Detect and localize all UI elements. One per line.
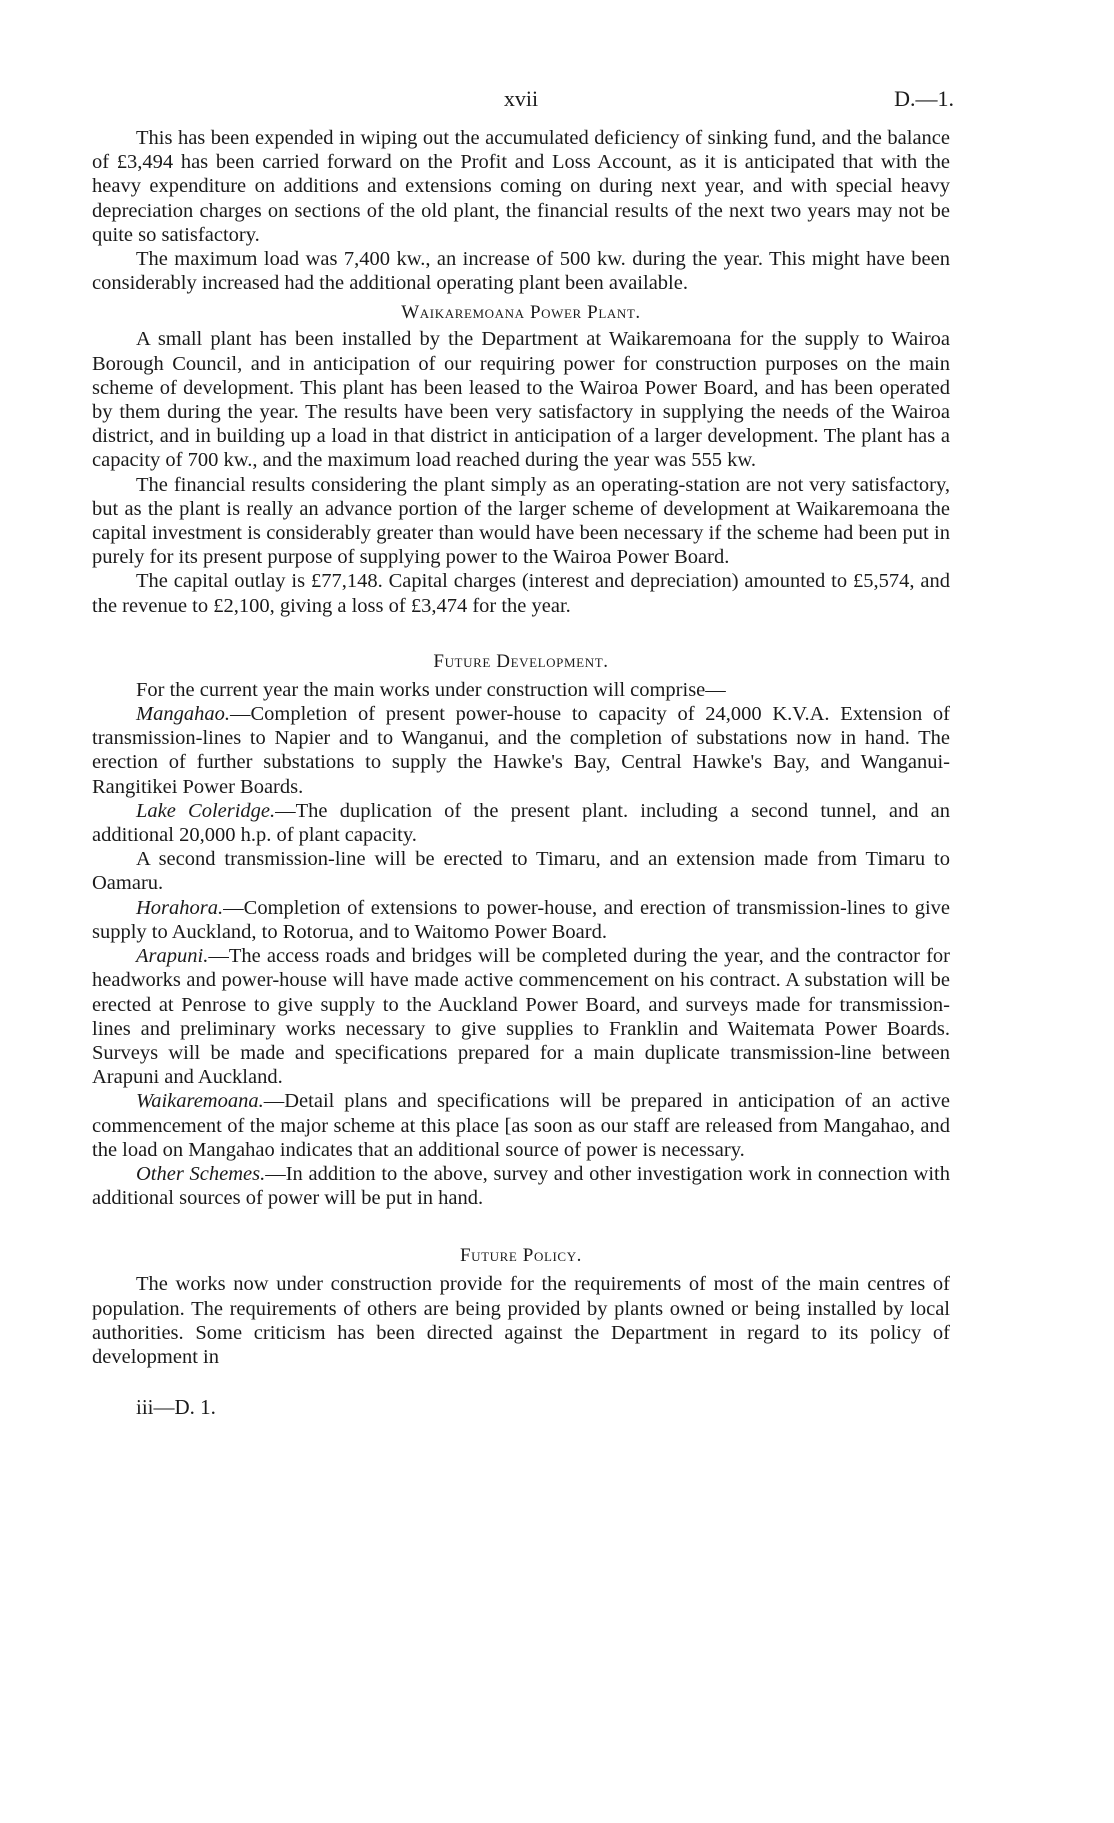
development-item-other-schemes [92,1162,950,1210]
document-reference: D.—1. [894,86,954,111]
development-item-lake-coleridge [92,799,950,847]
section-heading-future-policy: Future Policy. [459,1245,583,1267]
item-lead: Waikaremoana. [136,1090,264,1113]
page-header [92,86,954,126]
item-lead: Lake Coleridge. [136,799,276,822]
section-heading-waikaremoana: Waikaremoana Power Plant. [401,302,641,324]
development-item-arapuni [92,944,950,1089]
page-signature: iii—D. 1. [136,1395,216,1420]
page-number: xvii [503,86,539,111]
development-item-mangahao [92,702,950,799]
intro-paragraph: The maximum load was 7,400 kw., an increase of 500 kw. during the year. This might have been considerably increased had the additional operating plant been available. [92,248,950,295]
item-text: —The duplication of the present plant. including a second tunnel, and an additional 20,000 h.p. of plant capacity. [92,799,950,847]
item-lead: Horahora. [136,896,224,919]
development-item-waikaremoana [92,1089,950,1162]
development-item-timaru [92,847,950,895]
document-page [92,86,954,1420]
intro-paragraph: This has been expended in wiping out the accumulated deficiency of sinking fund, and the balance of £3,494 has been carried forward on the Profit and Loss Account, as it is anticipated that with the heavy expenditure on additions and extensions coming on during next year, and with special heavy depreciation charges on sections of the old plant, the financial results of the next two years may not be quite so satisfactory. [92,127,950,246]
waikaremoana-paragraph: A small plant has been installed by the Department at Waikaremoana for the supply to Wairoa Borough Council, and in anticipation of our requiring power for construction purposes on the main scheme of development. This plant has been leased to the Wairoa Power Board, and has been operated by them during the year. The results have been very satisfactory in supplying the needs of the Wairoa district, and in building up a load in that district in anticipation of a larger development. The plant has a capacity of 700 kw., and the maximum load reached during the year was 555 kw. [92,328,950,472]
waikaremoana-paragraph: The capital outlay is £77,148. Capital charges (interest and depreciation) amounted to £5,574, and the revenue to £2,100, giving a loss of £3,474 for the year. [92,570,950,617]
item-lead: Other Schemes. [136,1162,266,1185]
waikaremoana-paragraph: The financial results considering the plant simply as an operating-station are not very satisfactory, but as the plant is really an advance portion of the larger scheme of development at Waikaremoana the capital investment is considerably greater than would have been necessary if the scheme had been put in purely for its present purpose of supplying power to the Wairoa Power Board. [92,473,950,569]
item-lead: Arapuni. [136,945,209,968]
section-heading-future-development: Future Development. [433,650,609,672]
item-text: —Detail plans and specifications will be prepared in anticipation of an active commencement of the major scheme at this place [as soon as our staff are released from Mangahao, and the load on Mangahao indicates that an additional source of power is necessary. [92,1090,950,1161]
development-item-horahora [92,896,950,944]
future-policy-paragraph: The works now under construction provide for the requirements of most of the main centres of population. The requirements of others are being provided by plants owned or being installed by local authorities. Some criticism has been directed against the Department in regard to its policy of development in [92,1273,950,1368]
item-text: —Completion of present power-house to capacity of 24,000 K.V.A. Extension of transmission-lines to Napier and to Wanganui, and the completion of substations now in hand. The erection of further substations to supply the Hawke's Bay, Central Hawke's Bay, and Wanganui-Rangitikei Power Boards. [92,703,950,798]
item-lead: Mangahao. [136,703,230,726]
item-text: —Completion of extensions to power-house, and erection of transmission-lines to give supply to Auckland, to Rotorua, and to Waitomo Power Board. [92,896,950,943]
item-text: A second transmission-line will be erected to Timaru, and an extension made from Timaru to Oamaru. [92,848,950,895]
item-text: —The access roads and bridges will be completed during the year, and the contractor for headworks and power-house will have made active commencement on his contract. A substation will be erected at Penrose to give supply to the Auckland Power Board, and surveys made for transmission-lines and preliminary works necessary to give supplies to Franklin and Waitemata Power Boards. Surveys will be made and specifications prepared for a main duplicate transmission-line between Arapuni and Auckland. [92,945,950,1089]
item-text: —In addition to the above, survey and other investigation work in connection with additional sources of power will be put in hand. [92,1162,951,1210]
future-development-intro: For the current year the main works under construction will comprise— [136,678,726,701]
